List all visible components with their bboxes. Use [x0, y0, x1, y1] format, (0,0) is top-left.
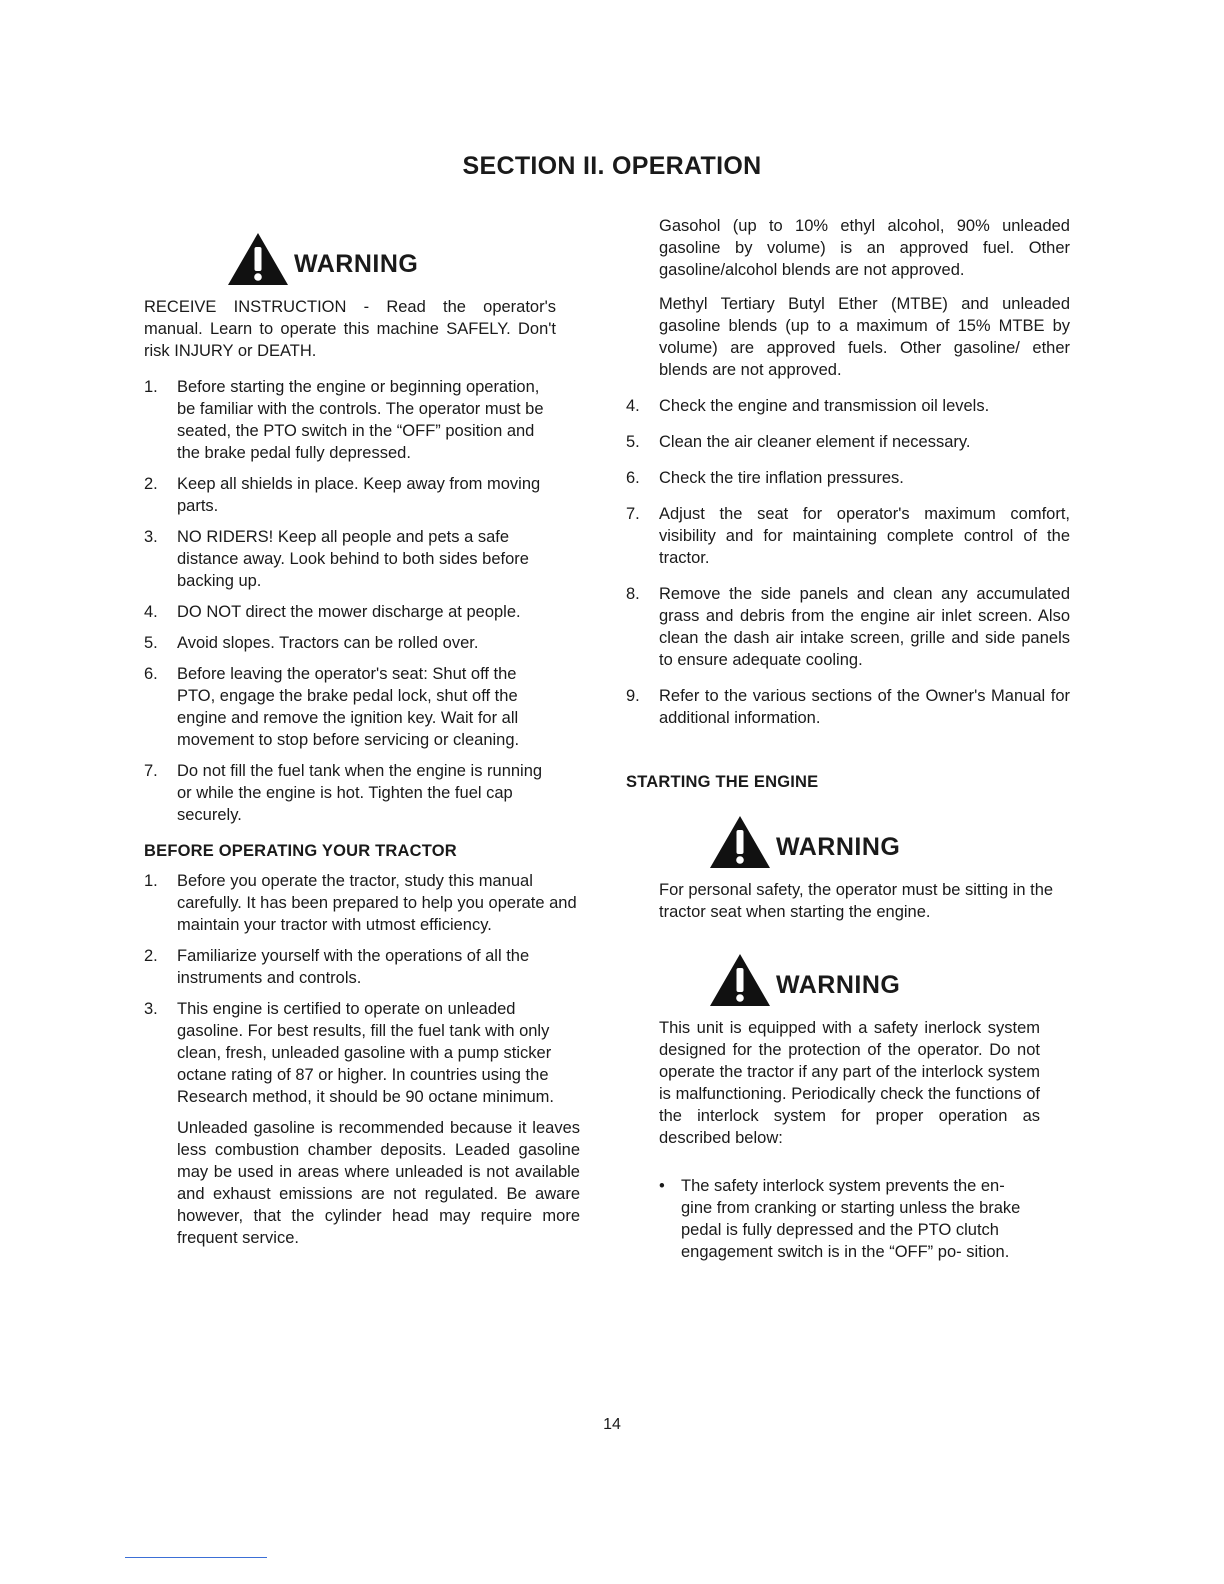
left-column [144, 228, 580, 1261]
warning-intro-text: RECEIVE INSTRUCTION - Read the operator's manual. Learn to operate this machine SAFELY. Don't risk INJURY or DEATH. [144, 298, 556, 360]
list-item: 6. Check the tire inflation pressures. [626, 469, 904, 487]
list-item: 3. NO RIDERS! Keep all people and pets a safe distance away. Look behind to both sides before backing up. [144, 528, 529, 590]
before-operating-list-continued [626, 395, 1070, 729]
interlock-warning-text: This unit is equipped with a safety inerlock system designed for the protection of the operator. Do not operate the tractor if any part of the interlock system is malfunctioning. Periodically check the functions of the interlock system for proper operation as described below: [659, 1019, 1040, 1147]
mtbe-note: Methyl Tertiary Butyl Ether (MTBE) and unleaded gasoline blends (up to a maximum of 15% MTBE by volume) are approved fuels. Other gasoline/ ether blends are not approved. [659, 295, 1070, 379]
interlock-bullet-text: The safety interlock system prevents the en- gine from cranking or starting unless the brake pedal is fully depressed and the PTO clutch engagement switch is in the “OFF” po- sition. [681, 1177, 1021, 1261]
right-column [626, 215, 1070, 1263]
warning-label: WARNING [294, 250, 419, 278]
warning-triangle-icon [708, 952, 772, 1008]
warning-triangle-icon [708, 814, 772, 870]
list-item: 1. Before starting the engine or beginning operation, be familiar with the controls. The operator must be seated, the PTO switch in the “OFF” position and the brake pedal fully depressed. [144, 378, 544, 462]
list-item: 8. Remove the side panels and clean any accumulated grass and debris from the engine air inlet screen. Also clean the dash air intake screen, grille and side panels to ensure adequate cooling. [626, 585, 1070, 669]
list-item: 7. Do not fill the fuel tank when the engine is running or while the engine is hot. Tighten the fuel cap securely. [144, 762, 543, 824]
warning-header [708, 949, 1070, 1011]
list-item: 5. Avoid slopes. Tractors can be rolled over. [144, 634, 479, 652]
footer-divider [125, 1557, 267, 1558]
before-operating-list [144, 870, 580, 1108]
warning-triangle-icon [226, 231, 290, 287]
gasohol-note: Gasohol (up to 10% ethyl alcohol, 90% unleaded gasoline by volume) is an approved fuel. Other gasoline/alcohol blends are not approved. [659, 217, 1070, 279]
list-item: 4. DO NOT direct the mower discharge at people. [144, 603, 521, 621]
interlock-bullet [659, 1175, 1070, 1263]
list-item: 9. Refer to the various sections of the Owner's Manual for additional information. [626, 687, 1070, 727]
page-title: SECTION II. OPERATION [462, 152, 762, 180]
warning-label: WARNING [776, 833, 901, 861]
list-item: 2. Keep all shields in place. Keep away from moving parts. [144, 475, 541, 515]
list-item: 2. Familiarize yourself with the operations of all the instruments and controls. [144, 947, 530, 987]
warning-header [226, 228, 580, 290]
bullet-marker: • [659, 1177, 665, 1195]
before-operating-heading: BEFORE OPERATING YOUR TRACTOR [144, 842, 457, 860]
list-item: 7. Adjust the seat for operator's maximum comfort, visibility and for maintaining complete control of the tractor. [626, 505, 1070, 567]
safety-list [144, 376, 580, 826]
list-item: 5. Clean the air cleaner element if necessary. [626, 433, 971, 451]
unleaded-note: Unleaded gasoline is recommended because it leaves less combustion chamber deposits. Leaded gasoline may be used in areas where unleaded is not available and exhaust emissions are not regulated. Be aware however, that the cylinder head may require more frequent service. [177, 1119, 580, 1247]
list-item: 4. Check the engine and transmission oil levels. [626, 397, 990, 415]
page-number: 14 [603, 1416, 621, 1433]
list-item: 1. Before you operate the tractor, study this manual carefully. It has been prepared to help you operate and maintain your tractor with utmost efficiency. [144, 872, 577, 934]
warning-header [708, 811, 1070, 873]
warning-label: WARNING [776, 971, 901, 999]
starting-warning-text: For personal safety, the operator must be sitting in the tractor seat when starting the engine. [659, 881, 1054, 921]
starting-engine-heading: STARTING THE ENGINE [626, 773, 819, 791]
list-item: 6. Before leaving the operator's seat: Shut off the PTO, engage the brake pedal lock, shut off the engine and remove the ignition key. Wait for all movement to stop before servicing or cleaning. [144, 665, 520, 749]
list-item: 3. This engine is certified to operate on unleaded gasoline. For best results, fill the fuel tank with only clean, fresh, unleaded gasoline with a pump sticker octane rating of 87 or higher. In countries using the Research method, it should be 90 octane minimum. [144, 1000, 554, 1106]
